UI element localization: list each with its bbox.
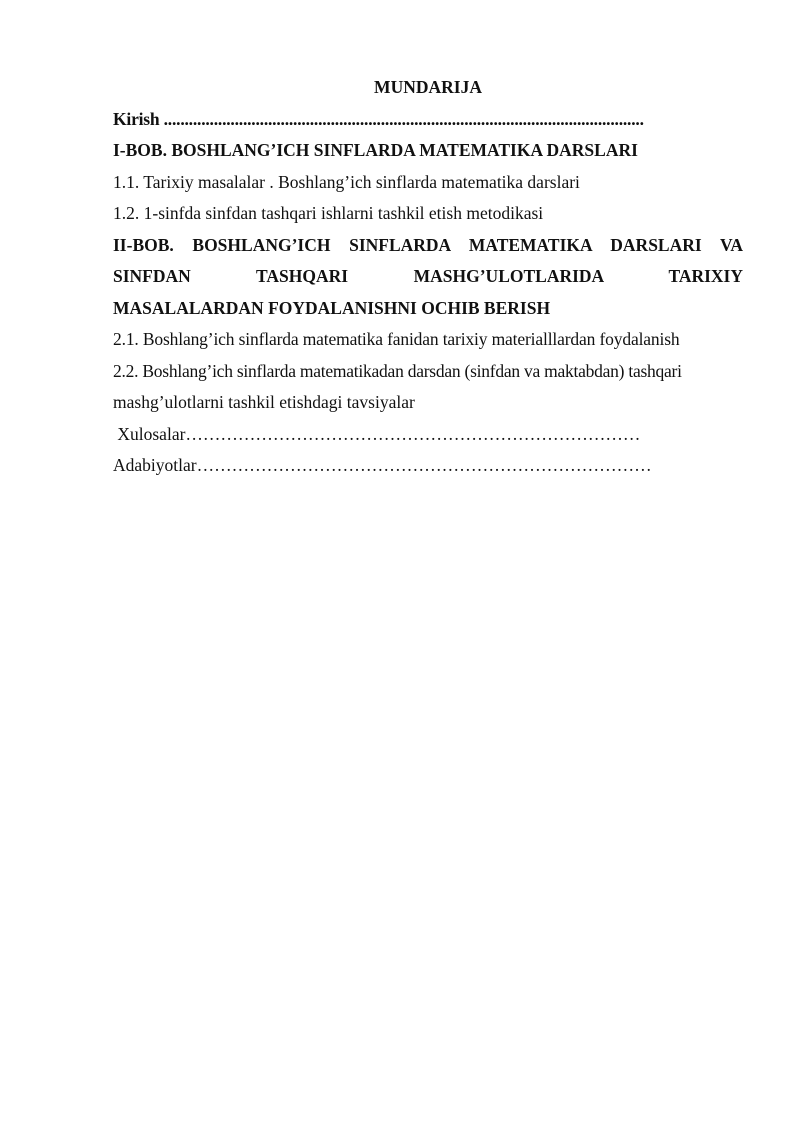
- toc-entry-conclusion: Xulosalar……………………………………………………………………: [113, 423, 641, 444]
- toc-entry-section-2-2-cont: mashg’ulotlarni tashkil etishdagi tavsiyalar: [113, 392, 415, 412]
- toc-entry-section-1-2: 1.2. 1-sinfda sinfdan tashqari ishlarni tashkil etish metodikasi: [113, 203, 544, 223]
- toc-entry-chapter-2: [113, 230, 743, 325]
- toc-entry-section-2-2: 2.2. Boshlang’ich sinflarda matematikadan darsdan (sinfdan va maktabdan) tashqari: [113, 360, 682, 381]
- toc-entry-chapter-1: I-BOB. BOSHLANG’ICH SINFLARDA MATEMATIKA DARSLARI: [113, 140, 638, 160]
- chapter-2-line-2: SINFDAN TASHQARI MASHG’ULOTLARIDA TARIXIY: [113, 266, 743, 286]
- table-of-contents: [113, 72, 743, 482]
- toc-entry-section-2-1: 2.1. Boshlang’ich sinflarda matematika fanidan tarixiy materialllardan foydalanish: [113, 329, 680, 349]
- toc-entry-kirish: Kirish ...................................................................................................................: [113, 108, 644, 129]
- page-title: MUNDARIJA: [374, 77, 482, 97]
- toc-entry-references: Adabiyotlar……………………………………………………………………: [113, 455, 652, 475]
- toc-entry-section-1-1: 1.1. Tarixiy masalalar . Boshlang’ich sinflarda matematika darslari: [113, 171, 580, 192]
- chapter-2-line-1: II-BOB. BOSHLANG’ICH SINFLARDA MATEMATIKA DARSLARI VA: [113, 234, 743, 255]
- chapter-2-line-3: MASALALARDAN FOYDALANISHNI OCHIB BERISH: [113, 297, 551, 318]
